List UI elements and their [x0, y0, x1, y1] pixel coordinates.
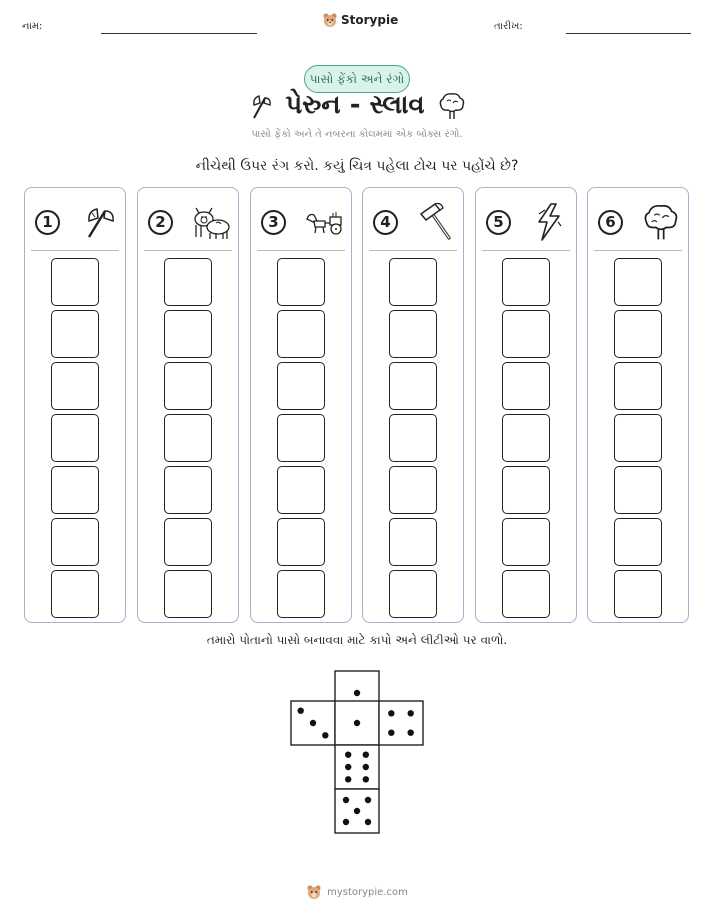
column-header — [261, 202, 345, 242]
column-number: 2 — [148, 210, 173, 235]
column-header — [598, 202, 682, 242]
brand-logo — [322, 12, 398, 28]
bear-logo-icon — [322, 12, 338, 28]
color-box[interactable] — [389, 570, 437, 618]
dice-pip — [345, 776, 351, 782]
dice-pip — [388, 729, 394, 735]
color-box[interactable] — [614, 310, 662, 358]
color-box[interactable] — [502, 518, 550, 566]
color-box[interactable] — [502, 414, 550, 462]
color-box[interactable] — [277, 466, 325, 514]
color-box[interactable] — [277, 570, 325, 618]
column-1 — [24, 187, 126, 623]
column-header — [148, 202, 232, 242]
color-box[interactable] — [277, 310, 325, 358]
page-title: પેરુન - સ્લાવ — [285, 90, 425, 120]
column-number: 3 — [261, 210, 286, 235]
color-box[interactable] — [277, 414, 325, 462]
color-box[interactable] — [277, 518, 325, 566]
dice-pip — [297, 707, 303, 713]
dice-pip — [363, 764, 369, 770]
dice-net — [290, 670, 426, 836]
dice-pip — [365, 819, 371, 825]
column-6 — [587, 187, 689, 623]
dice-face-4 — [379, 701, 423, 745]
dice-face-5 — [335, 745, 379, 789]
dice-pip — [363, 751, 369, 757]
column-header — [486, 202, 570, 242]
color-box[interactable] — [614, 414, 662, 462]
color-box[interactable] — [51, 570, 99, 618]
column-number: 1 — [35, 210, 60, 235]
dice-pip — [322, 732, 328, 738]
column-number: 5 — [486, 210, 511, 235]
color-box[interactable] — [502, 258, 550, 306]
column-divider — [144, 250, 232, 251]
name-label: નામ: — [22, 21, 43, 32]
date-line[interactable] — [566, 33, 691, 34]
color-box[interactable] — [164, 362, 212, 410]
footer-url[interactable]: mystorypie.com — [327, 886, 408, 898]
column-5 — [475, 187, 577, 623]
column-header — [373, 202, 457, 242]
column-4 — [362, 187, 464, 623]
color-box[interactable] — [389, 310, 437, 358]
dice-pip — [354, 808, 360, 814]
color-box[interactable] — [614, 362, 662, 410]
dice-pip — [343, 819, 349, 825]
dice-pip — [407, 729, 413, 735]
column-divider — [369, 250, 457, 251]
subtitle: પાસો ફેંકો અને તે નંબરના કોલમમાં એક બોક્સ રંગો. — [251, 129, 463, 140]
color-box[interactable] — [614, 570, 662, 618]
color-box[interactable] — [389, 466, 437, 514]
color-box[interactable] — [51, 310, 99, 358]
column-number: 4 — [373, 210, 398, 235]
title-row — [0, 90, 714, 121]
column-divider — [482, 250, 570, 251]
column-3 — [250, 187, 352, 623]
color-box[interactable] — [502, 466, 550, 514]
color-box[interactable] — [164, 258, 212, 306]
dice-face-2 — [291, 701, 335, 745]
oak-tree-icon — [640, 202, 682, 242]
activity-badge: પાસો ફેંકો અને રંગો — [304, 65, 410, 93]
oak-tree-icon — [437, 91, 467, 121]
dice-pip — [363, 776, 369, 782]
color-box[interactable] — [164, 518, 212, 566]
dice-pip — [365, 797, 371, 803]
column-divider — [257, 250, 345, 251]
color-box[interactable] — [389, 362, 437, 410]
color-box[interactable] — [51, 518, 99, 566]
brand-name: Storypie — [341, 13, 399, 27]
column-header — [35, 202, 119, 242]
dice-pip — [343, 797, 349, 803]
color-box[interactable] — [502, 362, 550, 410]
column-2 — [137, 187, 239, 623]
dice-face-6 — [335, 789, 379, 833]
color-box[interactable] — [164, 466, 212, 514]
dice-pip — [345, 764, 351, 770]
dice-pip — [345, 751, 351, 757]
color-box[interactable] — [389, 518, 437, 566]
date-label: તારીખ: — [494, 21, 523, 32]
lightning-icon — [528, 202, 570, 242]
bear-logo-icon — [306, 884, 322, 900]
horse-cart-icon — [303, 202, 345, 242]
name-line[interactable] — [101, 33, 257, 34]
axe-icon — [247, 92, 273, 120]
color-box[interactable] — [51, 414, 99, 462]
column-divider — [31, 250, 119, 251]
color-box[interactable] — [277, 362, 325, 410]
dice-pip — [354, 720, 360, 726]
color-box[interactable] — [164, 570, 212, 618]
color-box[interactable] — [389, 258, 437, 306]
color-box[interactable] — [164, 414, 212, 462]
column-number: 6 — [598, 210, 623, 235]
color-box[interactable] — [51, 362, 99, 410]
dice-pip — [407, 710, 413, 716]
cattle-icon — [190, 202, 232, 242]
color-box[interactable] — [614, 258, 662, 306]
color-box[interactable] — [277, 258, 325, 306]
color-box[interactable] — [51, 466, 99, 514]
axe-icon — [77, 202, 119, 242]
hammer-icon — [415, 202, 457, 242]
color-box[interactable] — [51, 258, 99, 306]
column-divider — [594, 250, 682, 251]
dice-pip — [354, 690, 360, 696]
color-box[interactable] — [614, 466, 662, 514]
dice-pip — [310, 720, 316, 726]
color-box[interactable] — [164, 310, 212, 358]
dice-pip — [388, 710, 394, 716]
instruction-text: તમારો પોતાનો પાસો બનાવવા માટે કાપો અને લીટીઓ પર વાળો. — [206, 633, 508, 647]
color-box[interactable] — [614, 518, 662, 566]
footer — [0, 884, 714, 900]
color-box[interactable] — [502, 310, 550, 358]
question-text: નીચેથી ઉપર રંગ કરો. કયું ચિત્ર પહેલા ટોચ પર પહોંચે છે? — [195, 158, 519, 174]
color-box[interactable] — [502, 570, 550, 618]
color-box[interactable] — [389, 414, 437, 462]
dice-face-3 — [335, 701, 379, 745]
